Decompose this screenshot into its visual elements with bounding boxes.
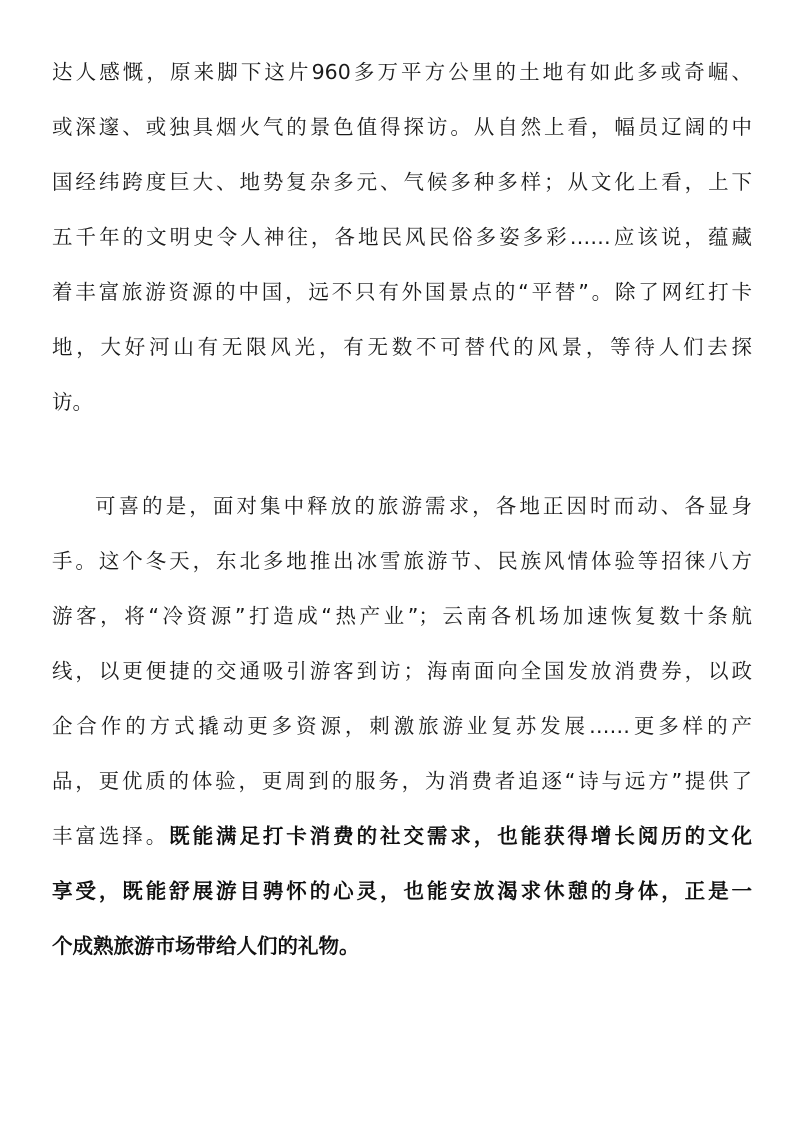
paragraph-2-line-2: 手。这个冬天，东北多地推出冰雪旅游节、民族风情体验等招徕八方: [52, 549, 752, 573]
paragraph-2-line-4: 线，以更便捷的交通吸引游客到访；海南面向全国发放消费券，以政: [52, 659, 752, 683]
paragraph-2-bold-line-1: 享受，既能舒展游目骋怀的心灵，也能安放渴求休憩的身体，正是一: [52, 879, 752, 903]
paragraph-1-line-2: 或深邃、或独具烟火气的景色值得探访。从自然上看，幅员辽阔的中: [52, 115, 752, 139]
paragraph-2-line-7: [52, 816, 752, 856]
paragraph-1-line-3: 国经纬跨度巨大、地势复杂多元、气候多种多样；从文化上看，上下: [52, 170, 752, 194]
paragraph-1-line-5: 着丰富旅游资源的中国，远不只有外国景点的“平替”。除了网红打卡: [52, 280, 752, 304]
paragraph-1-line-7: 访。: [52, 390, 93, 414]
paragraph-2-line-7-regular: 丰富选择。: [52, 824, 170, 848]
paragraph-1-line-1: 达人感慨，原来脚下这片960多万平方公里的土地有如此多或奇崛、: [52, 60, 752, 84]
paragraph-2-line-7-bold: 既能满足打卡消费的社交需求，也能获得增长阅历的文化: [169, 824, 752, 848]
paragraph-2-line-6: 品，更优质的体验，更周到的服务，为消费者追逐“诗与远方”提供了: [52, 769, 752, 793]
paragraph-1-line-6: 地，大好河山有无限风光，有无数不可替代的风景，等待人们去探: [52, 335, 752, 359]
paragraph-2-bold-line-2: 个成熟旅游市场带给人们的礼物。: [52, 934, 360, 958]
paragraph-2-line-5: 企合作的方式撬动更多资源，刺激旅游业复苏发展……更多样的产: [52, 714, 752, 738]
paragraph-1-line-4: 五千年的文明史令人神往，各地民风民俗多姿多彩……应该说，蕴藏: [52, 225, 752, 249]
paragraph-2-line-3: 游客，将“冷资源”打造成“热产业”；云南各机场加速恢复数十条航: [52, 604, 752, 628]
paragraph-2-line-1: 可喜的是，面对集中释放的旅游需求，各地正因时而动、各显身: [95, 494, 752, 518]
